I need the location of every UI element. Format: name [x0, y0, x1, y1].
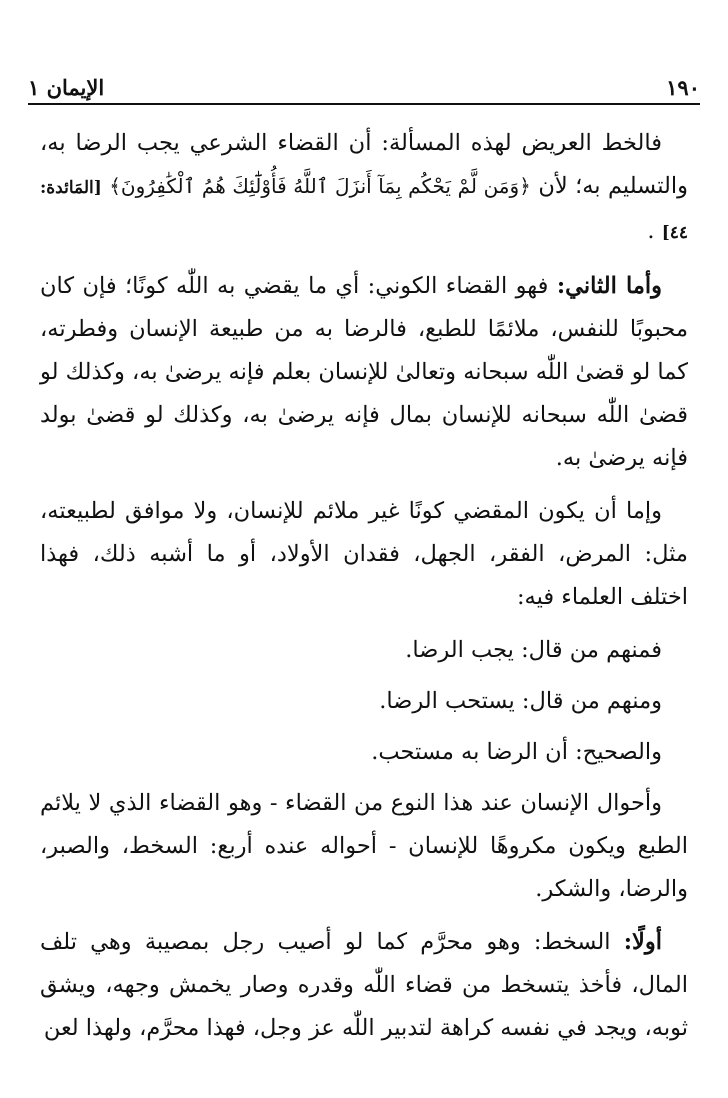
page-header: [28, 66, 700, 100]
paragraph-1-end: .: [647, 218, 662, 244]
paragraph-2: [40, 265, 688, 480]
paragraph-3-text: وإما أن يكون المقضي كونًا غير ملائم للإنسان، ولا موافق لطبيعته، مثل: المرض، الفقر، الجهل، فقدان الأولاد، أو ما أشبه ذلك، فهذا اختلف العلماء فيه:: [40, 498, 688, 610]
paragraph-1-text: فالخط العريض لهذه المسألة: أن القضاء الشرعي يجب الرضا به، والتسليم به؛ لأن: [40, 130, 688, 199]
opinion-1: فمنهم من قال: يجب الرضا.: [405, 637, 662, 663]
paragraph-4: [40, 782, 688, 911]
paragraph-5: [40, 921, 688, 1050]
paragraph-1: [40, 122, 688, 255]
paragraph-4-text: وأحوال الإنسان عند هذا النوع من القضاء - وهو القضاء الذي لا يلائم الطبع ويكون مكروهًا للإنسان - أحواله عنده أربع: السخط، والصبر، والرضا، والشكر.: [40, 790, 688, 902]
paragraph-2-lead: وأما الثاني:: [556, 273, 662, 299]
header-rule: [28, 103, 700, 105]
running-title: الإيمان ١: [28, 75, 105, 100]
paragraph-2-text: فهو القضاء الكوني: أي ما يقضي به اللّٰه كونًا؛ فإن كان محبوبًا للنفس، ملائمًا للطبع، فالرضا به من طبيعة الإنسان وفطرته، كما لو قضىٰ اللّٰه سبحانه وتعالىٰ للإنسان بعلم فإنه يرضىٰ به، وكذلك لو قضىٰ اللّٰه سبحانه للإنسان بمال فإنه يرضىٰ به، وكذلك لو قضىٰ بولد فإنه يرضىٰ به.: [40, 273, 688, 471]
opinion-2: ومنهم من قال: يستحب الرضا.: [379, 688, 662, 714]
page-number: ١٩٠: [666, 75, 700, 100]
verse-reference: [المَائدة: ٤٤]: [40, 178, 688, 243]
opinion-3: والصحيح: أن الرضا به مستحب.: [371, 739, 662, 765]
quran-verse: ﴿وَمَن لَّمْ يَحْكُم بِمَآ أَنزَلَ ٱللَّهُ فَأُوْلَٰٓئِكَ هُمُ ٱلْكَٰفِرُونَ﴾: [109, 174, 531, 198]
paragraph-3: [40, 490, 688, 619]
paragraph-5-text: السخط: وهو محرَّم كما لو أصيب رجل بمصيبة وهي تلف المال، فأخذ يتسخط من قضاء اللّٰه وقدره وصار يخمش وجهه، ويشق ثوبه، ويجد في نفسه كراهة لتدبير اللّٰه عز وجل، فهذا محرَّم، ولهذا لعن: [40, 929, 688, 1041]
paragraph-5-lead: أولًا:: [623, 929, 662, 955]
page-body: [40, 122, 688, 1060]
